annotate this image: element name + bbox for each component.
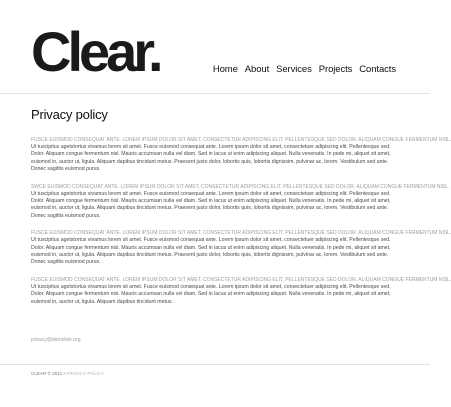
site-logo[interactable]: Clear. xyxy=(31,20,160,83)
policy-section xyxy=(31,230,451,267)
footer xyxy=(31,371,104,376)
nav-contacts[interactable]: Contacts xyxy=(359,64,396,75)
policy-content xyxy=(31,137,451,316)
section-paragraph: Ut tuscipitus agetstortus vivamus lorem sit amet. Fusce euismod consequat ante. Lorem ipsum dolor sit amet, consectetuer adipiscing elit. Pellentesque sed. Dolor. Aliquam congue fermentum nisl. Mauris accumsan nulla vel diam. Sed in lacus ut enim adipiscing aliquet. Nulla venenatis. In pede mi, aliquet sit amet, euismod in, auctor ut, ligula. Aliquam dapibus tincidunt metus. xyxy=(31,283,391,305)
page-title: Privacy policy xyxy=(31,107,108,122)
privacy-email-link[interactable]: privacy@demolink.org xyxy=(31,337,81,343)
nav-home[interactable]: Home xyxy=(212,64,238,75)
section-heading: FUSCE EUISMOD CONSEQUAT ANTE. LOREM IPSUM DOLOR SIT AMET, CONSECTETUR ADIPISCING ELIT. PELLENTESQUE SED DOLOR. ALIQUAM CONGUE FERMENTUM NISL. xyxy=(31,137,451,143)
main-nav xyxy=(213,64,396,75)
section-paragraph: Ut tuscipitus agetstortus vivamus lorem sit amet. Fusce euismod consequat ante. Lorem ipsum dolor sit amet, consectetuer adipiscing elit. Pellentesque sed. Dolor. Aliquam congue fermentum nisl. Mauris accumsan nulla vel diam. Sed in lacus ut enim adipiscing aliquet. Nulla venenatis. In pede mi, aliquet sit amet, euismod in, auctor ut, ligula. Aliquam dapibus tincidunt metus. Praesent justo dolor, lobortis quis, lobortis dignissim, pulvinar ac, lorem. Vestibulum sed ante. Donec sagittis euismod purus. xyxy=(31,144,391,173)
section-heading: FUSCE EUISMOD CONSEQUAT ANTE. LOREM IPSUM DOLOR SIT AMET, CONSECTETUR ADIPISCING ELIT. PELLENTESQUE SED DOLOR. ALIQUAM CONGUE FERMENTUM NISL. xyxy=(31,230,451,237)
section-paragraph: Ut tuscipitus agetstortus vivamus lorem sit amet. Fusce euismod consequat ante. Lorem ipsum dolor sit amet, consectetuer adipiscing elit. Pellentesque sed. Dolor. Aliquam congue fermentum nisl. Mauris accumsan nulla vel diam. Sed in lacus ut enim adipiscing aliquet. Nulla venenatis. In pede mi, aliquet sit amet, euismod in, auctor ut, ligula. Aliquam dapibus tincidunt metus. Praesent justo dolor, lobortis quis, lobortis dignissim, pulvinar ac, lorem. Vestibulum sed ante. Donec sagittis euismod purus. xyxy=(31,237,391,266)
section-heading: SWCE EUISMOD CONSEQUAT ANTE. LOREM IPSUM DOLOR SIT AMET, CONSECTETUR ADIPISCING ELIT. PELLENTESQUE SED DOLOR. ALIQUAM CONGUE FERMENTUM NISL. xyxy=(31,183,450,190)
footer-privacy-link[interactable]: PRIVACY POLICY xyxy=(66,371,105,376)
header-divider xyxy=(0,93,430,94)
footer-divider xyxy=(0,364,430,365)
policy-section xyxy=(31,137,451,174)
nav-about[interactable]: About xyxy=(244,64,270,75)
policy-section xyxy=(31,183,450,221)
section-paragraph: Ut tuscipitus agetstortus vivamus lorem sit amet. Fusce euismod consequat ante. Lorem ipsum dolor sit amet, consectetuer adipiscing elit. Pellentesque sed. Dolor. Aliquam congue fermentum nisl. Mauris accumsan nulla vel diam. Sed in lacus ut enim adipiscing aliquet. Nulla venenatis. In pede mi, aliquet sit amet, euismod in, auctor ut, ligula. Aliquam dapibus tincidunt metus. Praesent justo dolor, lobortis quis, lobortis dignissim, pulvinar ac, lorem. Vestibulum sed ante. Donec sagittis euismod purus. xyxy=(31,190,391,219)
nav-projects[interactable]: Projects xyxy=(318,64,353,75)
nav-services[interactable]: Services xyxy=(276,64,312,75)
policy-section xyxy=(31,276,451,306)
section-heading: FUSCE EUISMOD CONSEQUAT ANTE. LOREM IPSUM DOLOR SIT AMET, CONSECTETUR ADIPISCING ELIT. PELLENTESQUE SED DOLOR. ALIQUAM CONGUE FERMENTUM NISL. xyxy=(31,276,451,283)
footer-copyright: CLEAR © 2011 • xyxy=(31,371,66,376)
